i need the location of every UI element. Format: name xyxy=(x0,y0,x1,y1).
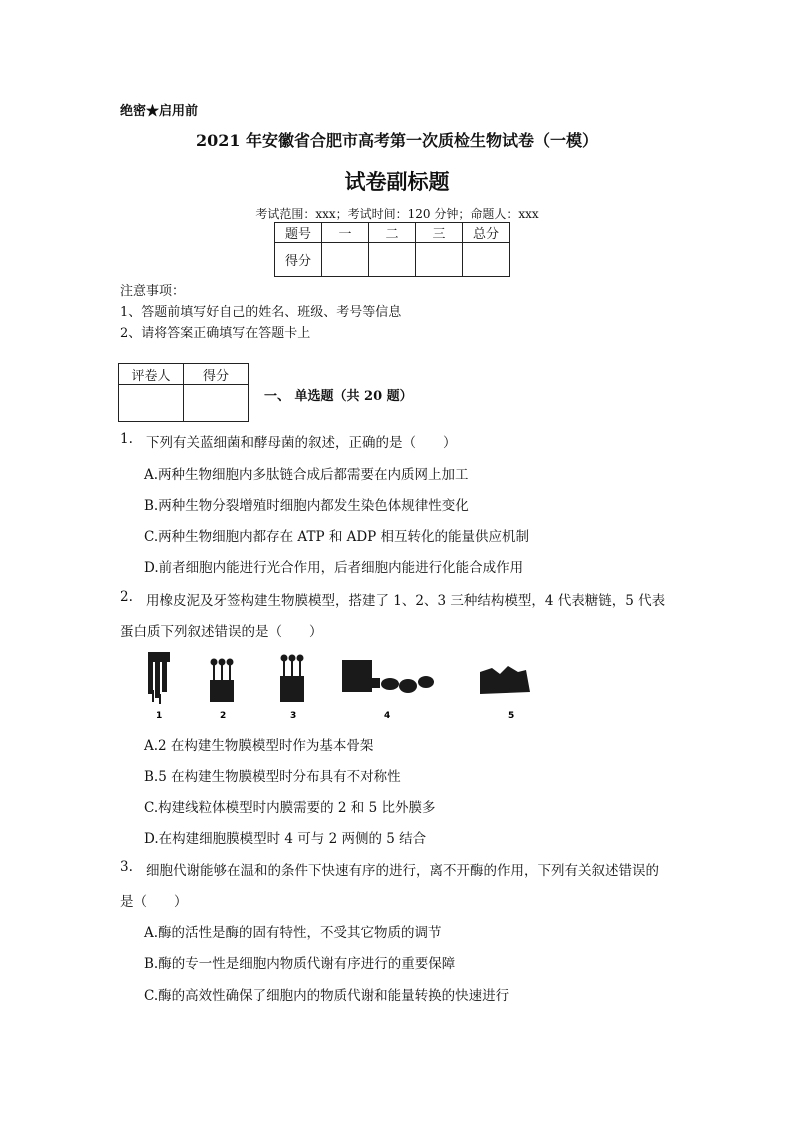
model-3-image xyxy=(280,655,304,703)
score-cell xyxy=(463,243,510,277)
option: B.5 在构建生物膜模型时分布具有不对称性 xyxy=(144,769,401,785)
option: A.酶的活性是酶的固有特性，不受其它物质的调节 xyxy=(144,925,442,941)
note-item: 2、请将答案正确填写在答题卡上 xyxy=(120,326,311,341)
model-5-image xyxy=(480,666,530,694)
exam-title: 2021 年安徽省合肥市高考第一次质检生物试卷（一模） xyxy=(195,131,599,150)
grader-header-cell: 得分 xyxy=(184,364,249,385)
exam-subtitle: 试卷副标题 xyxy=(344,169,450,194)
grader-cell xyxy=(184,385,249,422)
notes xyxy=(120,281,401,344)
figure-label: 3 xyxy=(290,711,297,721)
membrane-model-figure xyxy=(140,650,540,722)
option: D.在构建细胞膜模型时 4 可与 2 两侧的 5 结合 xyxy=(144,831,427,847)
question-text-continued: 蛋白质下列叙述错误的是（ ） xyxy=(120,624,323,640)
option: B.酶的专一性是细胞内物质代谢有序进行的重要保障 xyxy=(144,956,456,972)
exam-info: 考试范围：xxx；考试时间：120 分钟；命题人：xxx xyxy=(255,207,539,221)
score-cell xyxy=(322,243,369,277)
score-cell xyxy=(416,243,463,277)
question-text-continued: 是（ ） xyxy=(120,894,188,910)
figure-label: 2 xyxy=(220,711,227,721)
option: C.酶的高效性确保了细胞内的物质代谢和能量转换的快速进行 xyxy=(144,988,510,1004)
question-text: 用橡皮泥及牙签构建生物膜模型，搭建了 1、2、3 三种结构模型，4 代表糖链，5 代表 xyxy=(146,593,666,609)
score-header-cell: 三 xyxy=(416,223,463,243)
option: A.两种生物细胞内多肽链合成后都需要在内质网上加工 xyxy=(144,467,469,483)
score-table xyxy=(274,222,510,277)
model-4-image xyxy=(342,660,434,693)
score-header-cell: 总分 xyxy=(463,223,510,243)
figure-label: 1 xyxy=(156,711,163,721)
grader-cell xyxy=(119,385,184,422)
model-2-image xyxy=(210,659,234,703)
question-text: 细胞代谢能够在温和的条件下快速有序的进行，离不开酶的作用，下列有关叙述错误的 xyxy=(146,863,659,879)
grader-table xyxy=(118,363,249,422)
score-header-cell: 二 xyxy=(369,223,416,243)
grader-header-cell: 评卷人 xyxy=(119,364,184,385)
option: B.两种生物分裂增殖时细胞内都发生染色体规律性变化 xyxy=(144,498,469,514)
figure-label: 5 xyxy=(508,711,515,721)
figure-label: 4 xyxy=(384,711,391,721)
note-item: 1、答题前填写好自己的姓名、班级、考号等信息 xyxy=(120,305,402,320)
question-number: 1. xyxy=(120,431,133,447)
notes-title: 注意事项： xyxy=(120,284,186,299)
score-row-label: 得分 xyxy=(275,243,322,277)
confidential-mark: 绝密★启用前 xyxy=(120,104,199,119)
score-header-cell: 一 xyxy=(322,223,369,243)
score-header-cell: 题号 xyxy=(275,223,322,243)
question-number: 2. xyxy=(120,589,133,605)
model-1-image xyxy=(148,652,170,704)
section-title: 一、 单选题（共 20 题） xyxy=(264,389,413,404)
option: C.两种生物细胞内都存在 ATP 和 ADP 相互转化的能量供应机制 xyxy=(144,529,530,545)
option: C.构建线粒体模型时内膜需要的 2 和 5 比外膜多 xyxy=(144,800,436,816)
question-text: 下列有关蓝细菌和酵母菌的叙述，正确的是（ ） xyxy=(146,435,457,451)
option: A.2 在构建生物膜模型时作为基本骨架 xyxy=(144,738,374,754)
option: D.前者细胞内能进行光合作用，后者细胞内能进行化能合成作用 xyxy=(144,560,524,576)
question-number: 3. xyxy=(120,859,133,875)
score-cell xyxy=(369,243,416,277)
